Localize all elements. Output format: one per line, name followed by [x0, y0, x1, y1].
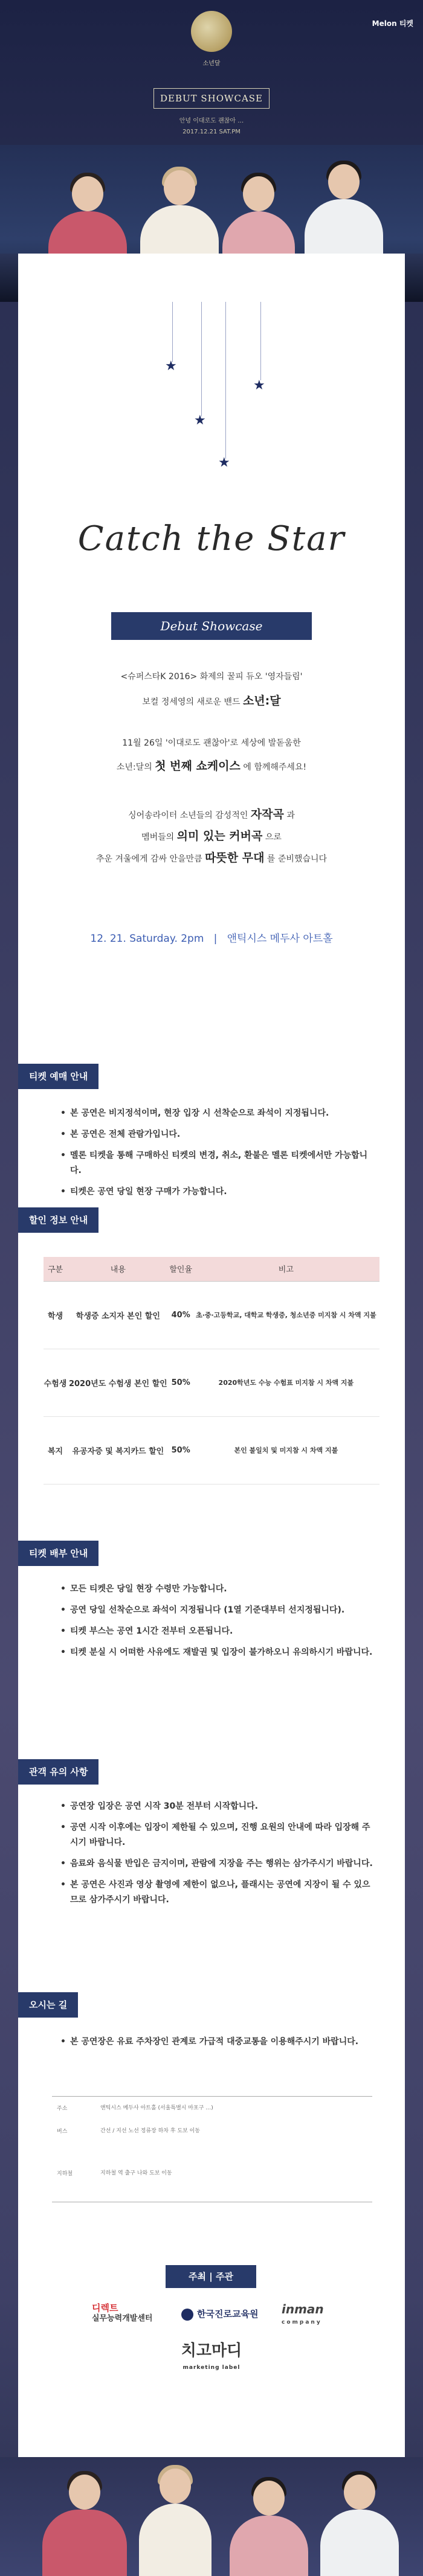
star-icon: ★ [194, 413, 206, 428]
list-item: • 본 공연은 사진과 영상 촬영에 제한이 없으나, 플래시는 공연에 지장이 될 수 있으므로 삼가주시기 바랍니다. [60, 1878, 375, 1908]
star-icon: ★ [218, 455, 230, 470]
intro-line3: 11월 26일 '이대로도 괜찮아'로 세상에 발돋움한 [122, 738, 301, 748]
host-label: 주최 | 주관 [166, 2265, 256, 2288]
member-1 [42, 2510, 127, 2576]
intro-line6: 멤버들의 의미 있는 커버곡 으로 [141, 829, 282, 843]
table-row: 복지 유공자증 및 복지카드 할인 50% 본인 불일치 및 미지참 시 차액 지불 [44, 1416, 379, 1484]
list-item: • 음료와 음식물 반입은 금지이며, 관람에 지장을 주는 행위는 삼가주시기 바랍니다. [60, 1856, 375, 1871]
directions-list [60, 2034, 375, 2056]
moon-caption: 소년달 [202, 60, 221, 67]
debut-showcase-label: DEBUT SHOWCASE [153, 88, 270, 109]
event-venue: 앤틱시스 메두사 아트홀 [227, 933, 333, 945]
star-icon: ★ [253, 378, 265, 393]
directions-info-box: 주소 앤틱시스 메두사 아트홀 (서울특별시 마포구 …) 버스 간선 / 지선 노선 정류장 하차 후 도보 이동 지하철 지하철 역 출구 나와 도보 이동 [52, 2096, 372, 2202]
event-date: 12. 21. Saturday. 2pm [90, 933, 204, 945]
ticket-info-heading: 티켓 예매 안내 [18, 1064, 98, 1089]
member-2 [139, 2504, 212, 2576]
intro-line2: 보컬 정세영의 새로운 밴드 소년:달 [142, 694, 281, 708]
intro-line4: 소년:달의 첫 번째 쇼케이스 에 함께해주세요! [116, 759, 307, 773]
list-item: • 공연 시작 이후에는 입장이 제한될 수 있으며, 진행 요원의 안내에 따라 입장해 주시기 바랍니다. [60, 1820, 375, 1850]
inman-logo: inman company [282, 2302, 324, 2325]
intro-line7: 추운 겨울에게 감싸 안을만큼 따뜻한 무대 를 준비했습니다 [95, 851, 328, 865]
melon-ticket-logo: Melon 티켓 [372, 19, 413, 28]
separator: | [213, 933, 218, 945]
ticket-info-list [60, 1106, 375, 1206]
list-item: • 본 공연장은 유료 주차장인 관계로 가급적 대중교통을 이용해주시기 바랍니다. [60, 2034, 375, 2050]
directions-heading: 오시는 길 [18, 1992, 78, 2018]
column-header: 내용 [67, 1257, 169, 1281]
intro-line5: 싱어송라이터 소년들의 감성적인 자작곡 과 [128, 808, 295, 821]
star-string [201, 302, 202, 417]
notice-heading: 관객 유의 사항 [18, 1759, 98, 1785]
hero-sub-line2: 2017.12.21 SAT.PM [182, 129, 241, 135]
event-date-venue [0, 930, 423, 945]
table-row: 학생 학생증 소지자 본인 할인 40% 초·중·고등학교, 대학교 학생증, 청소년증 미지참 시 차액 지불 [44, 1281, 379, 1349]
list-item: • 티켓 분실 시 어떠한 사유에도 재발권 및 입장이 불가하오니 유의하시기 바랍니다. [60, 1645, 375, 1660]
list-item: • 공연장 입장은 공연 시작 30분 전부터 시작합니다. [60, 1799, 375, 1814]
list-item: • 멜론 티켓을 통해 구매하신 티켓의 변경, 취소, 환불은 멜론 티켓에서만 가능합니다. [60, 1148, 375, 1178]
intro-line1: <슈퍼스타K 2016> 화제의 꿀피 듀오 '영자들림' [120, 672, 303, 682]
korea-career-icon [181, 2309, 193, 2321]
member-4 [320, 2510, 399, 2576]
star-icon: ★ [165, 359, 177, 374]
list-item: • 본 공연은 비지정석이며, 현장 입장 시 선착순으로 좌석이 지정됩니다. [60, 1106, 375, 1121]
hero-sub-text [121, 116, 302, 138]
hero-sub-line1: 안녕 이대로도 괜찮아 … [179, 118, 244, 124]
direct-logo: 디렉트 실무능력개발센터 [92, 2303, 153, 2323]
debut-showcase-banner: Debut Showcase [111, 612, 312, 640]
discount-table [44, 1257, 379, 1485]
column-header: 할인율 [169, 1257, 193, 1281]
table-row: 수험생 2020년도 수험생 본인 할인 50% 2020학년도 수능 수험표 미지참 시 차액 지불 [44, 1349, 379, 1416]
list-item: • 티켓은 공연 당일 현장 구매가 가능합니다. [60, 1184, 375, 1200]
star-string [225, 302, 226, 459]
list-item: • 공연 당일 선착순으로 좌석이 지정됩니다 (1열 기준대부터 선지정됩니다). [60, 1603, 375, 1618]
table-header-row [44, 1257, 379, 1281]
ticket-pickup-list [60, 1582, 375, 1666]
ticket-pickup-heading: 티켓 배부 안내 [18, 1541, 98, 1566]
page-title: Catch the Star [77, 519, 346, 558]
moon-logo-icon [191, 11, 232, 52]
chigomadi-logo: 치고마디 marketing label [181, 2342, 242, 2371]
column-header: 비고 [193, 1257, 379, 1281]
korea-career-logo: 한국진로교육원 [181, 2307, 258, 2321]
list-item: • 티켓 부스는 공연 1시간 전부터 오픈됩니다. [60, 1624, 375, 1639]
list-item: • 모든 티켓은 당일 현장 수령만 가능합니다. [60, 1582, 375, 1597]
star-string [260, 302, 261, 380]
member-3 [230, 2516, 308, 2576]
notice-list [60, 1799, 375, 1914]
list-item: • 본 공연은 전체 관람가입니다. [60, 1127, 375, 1142]
star-string [172, 302, 173, 362]
discount-heading: 할인 정보 안내 [18, 1207, 98, 1233]
column-header: 구분 [44, 1257, 67, 1281]
footer-band-photo [0, 2457, 423, 2576]
